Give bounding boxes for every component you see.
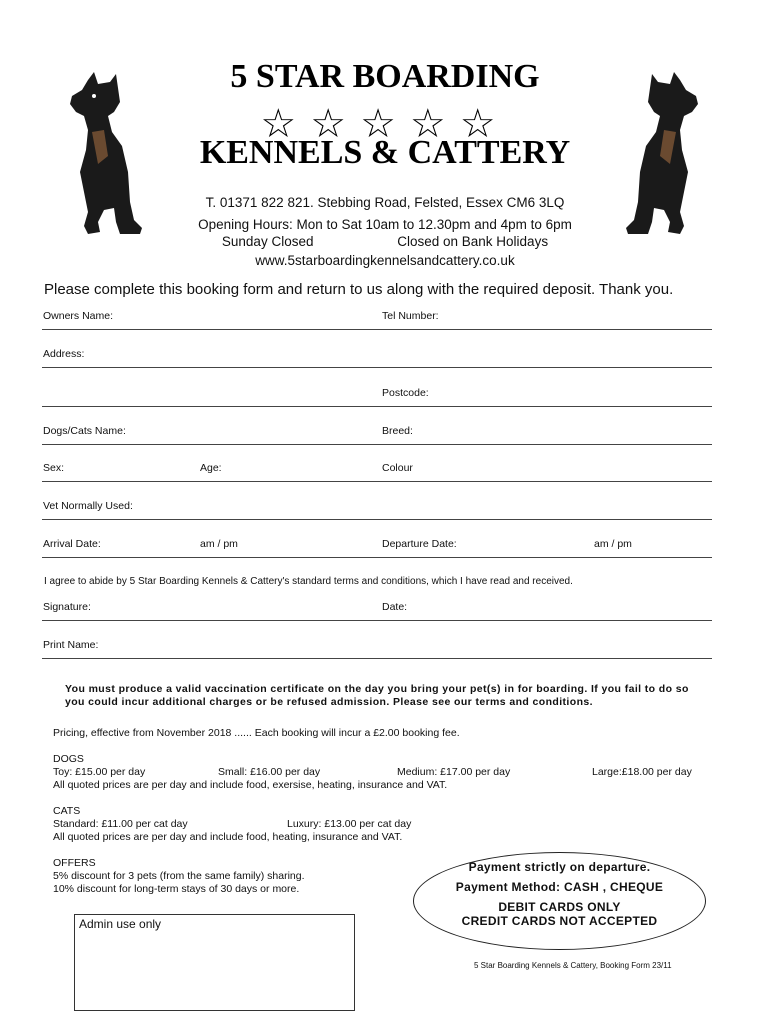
terms-agreement: I agree to abide by 5 Star Boarding Kennels & Cattery's standard terms and conditions, which I have read and received. [44,576,573,587]
pricing-intro: Pricing, effective from November 2018 ...... Each booking will incur a £2.00 booking fee. [53,727,460,739]
owners-tel-row [42,310,712,330]
dog-price-medium: Medium: £17.00 per day [397,766,511,778]
dog-price-toy: Toy: £15.00 per day [53,766,146,778]
opening-hours: Opening Hours: Mon to Sat 10am to 12.30pm and 4pm to 6pm [198,217,572,232]
address-row [42,348,712,368]
website-link[interactable]: www.5starboardingkennelsandcattery.co.uk [255,253,515,268]
date-label: Date: [382,601,408,613]
contact-phone-address: T. 01371 822 821. Stebbing Road, Felsted, Essex CM6 3LQ [205,195,565,210]
star-rating-icons: ☆☆☆☆☆ [260,102,510,146]
pet-name-label: Dogs/Cats Name: [43,425,126,437]
postcode-label: Postcode: [382,387,429,399]
postcode-row [42,387,712,407]
form-intro: Please complete this booking form and return to us along with the required deposit. Thank you. [44,281,674,298]
cat-price-standard: Standard: £11.00 per cat day [53,818,188,830]
age-label: Age: [200,462,222,474]
title-line-2: KENNELS & CATTERY [199,134,571,171]
dog-price-small: Small: £16.00 per day [218,766,321,778]
sunday-closed: Sunday Closed [221,234,314,249]
dog-price-large: Large:£18.00 per day [592,766,692,778]
payment-line-4: CREDIT CARDS NOT ACCEPTED [461,914,658,928]
payment-line-2: Payment Method: CASH , CHEQUE [455,880,664,894]
notice-line-1: You must produce a valid vaccination certificate on the day you bring your pet(s) in for boarding. If you fail to do so [65,683,689,695]
departure-ampm-label: am / pm [594,538,632,550]
notice-line-2: you could incur additional charges or be refused admission. Please see our terms and conditions. [65,696,593,708]
signature-date-row [42,601,712,621]
closing-days [0,234,770,249]
colour-label: Colour [382,462,413,474]
bank-holidays-closed: Closed on Bank Holidays [397,234,549,249]
admin-use-box [74,914,355,1011]
vaccination-notice [65,683,725,709]
offers-heading: OFFERS [53,857,96,869]
payment-line-3: DEBIT CARDS ONLY [498,900,621,914]
offer-1: 5% discount for 3 pets (from the same family) sharing. [53,870,305,882]
print-name-row [42,639,712,659]
payment-line-1: Payment strictly on departure. [468,860,651,874]
breed-label: Breed: [382,425,413,437]
vet-label: Vet Normally Used: [43,500,133,512]
cats-heading: CATS [53,805,81,817]
pet-breed-row [42,425,712,445]
address-label: Address: [43,348,85,360]
arrival-date-label: Arrival Date: [43,538,101,550]
sex-age-colour-row [42,462,712,482]
admin-use-label: Admin use only [79,917,162,931]
offer-2: 10% discount for long-term stays of 30 days or more. [53,883,300,895]
departure-date-label: Departure Date: [382,538,457,550]
print-name-label: Print Name: [43,639,99,651]
cat-price-luxury: Luxury: £13.00 per cat day [287,818,412,830]
dogs-note: All quoted prices are per day and include food, exersise, heating, insurance and VAT. [53,779,448,791]
sex-label: Sex: [43,462,65,474]
tel-number-label: Tel Number: [382,310,439,322]
cats-note: All quoted prices are per day and include food, heating, insurance and VAT. [53,831,403,843]
title-line-1: 5 STAR BOARDING [230,58,540,95]
dates-row [42,538,712,558]
dogs-heading: DOGS [53,753,84,765]
signature-label: Signature: [43,601,91,613]
owners-name-label: Owners Name: [43,310,114,322]
vet-row [42,500,712,520]
arrival-ampm-label: am / pm [200,538,238,550]
form-footer: 5 Star Boarding Kennels & Cattery, Booking Form 23/11 [474,961,672,970]
